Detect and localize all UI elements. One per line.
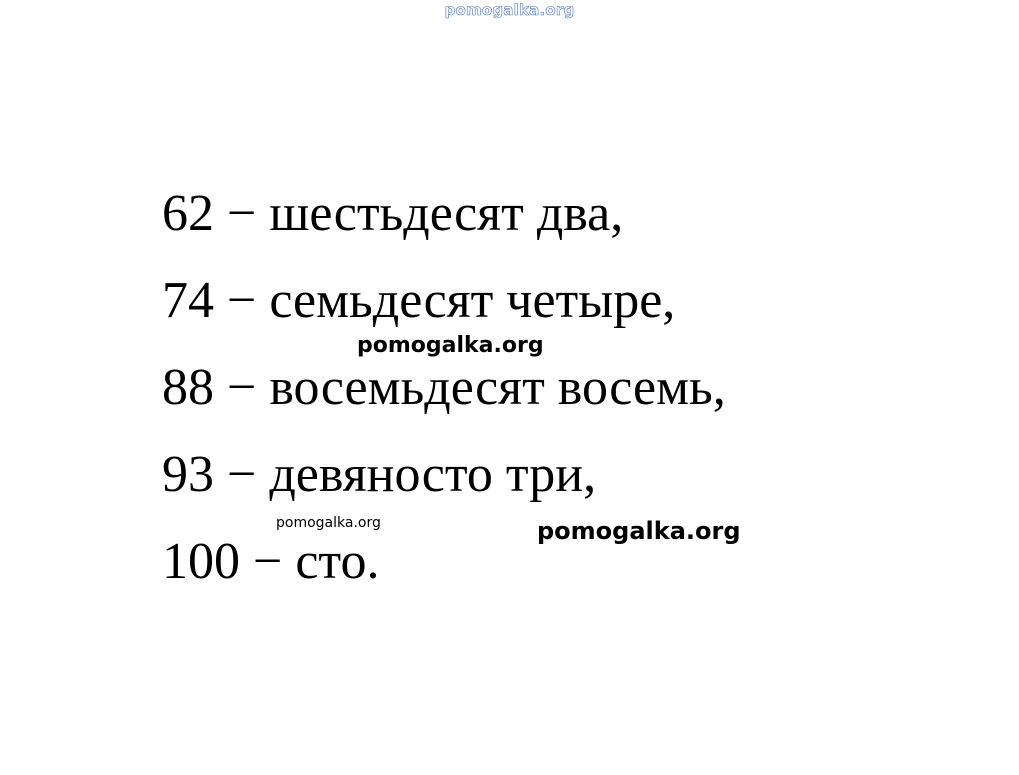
header-watermark: pomogalka.org <box>444 1 575 19</box>
watermark-right: pomogalka.org <box>537 517 741 545</box>
line-100: 100 − сто. <box>162 533 380 590</box>
line-62: 62 − шестьдесят два, <box>162 185 624 242</box>
line-74: 74 − семьдесят четыре, <box>162 272 676 329</box>
watermark-small: pomogalka.org <box>276 515 381 531</box>
line-93: 93 − девяносто три, <box>162 446 597 503</box>
line-88: 88 − восемьдесят восемь, <box>162 359 726 416</box>
watermark-middle: pomogalka.org <box>357 333 544 358</box>
